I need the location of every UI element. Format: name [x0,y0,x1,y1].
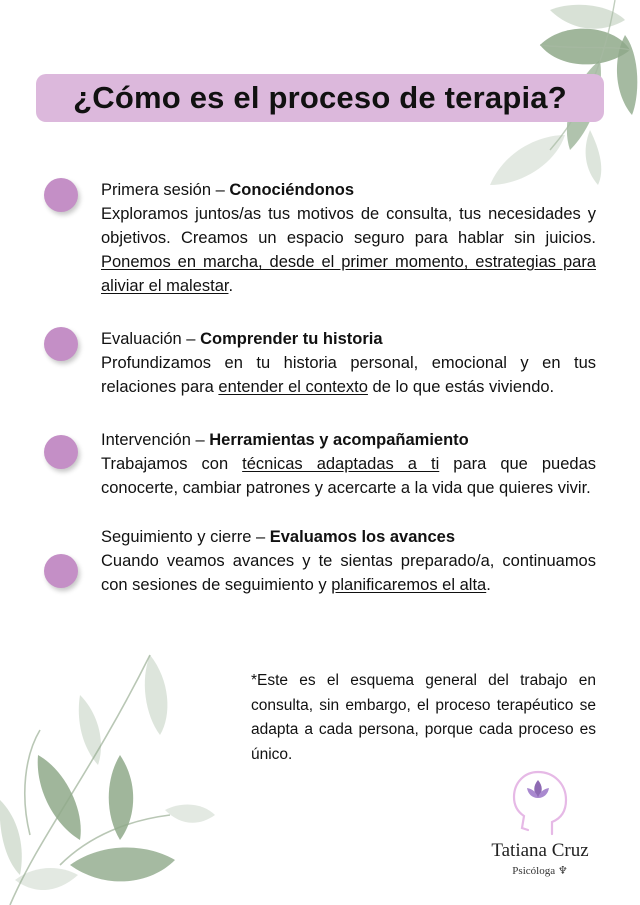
step-text: Profundizamos en tu historia personal, emocional y en tus relaciones para [101,354,596,396]
leaves-bottom-left-icon [0,635,220,905]
page-title: ¿Cómo es el proceso de terapia? [73,80,567,115]
step-heading: Evaluamos los avances [269,528,456,546]
step-head [101,428,596,452]
step-label: Seguimiento y cierre – [101,528,270,546]
bullet-dot [44,178,78,212]
step-text: Exploramos juntos/as tus motivos de consulta, tus necesidades y objetivos. Creamos un espacio seguro para hablar sin juicios. [101,205,596,247]
step-text: Trabajamos con [101,455,243,473]
step-label: Evaluación – [101,330,201,348]
brand-logo [480,768,600,880]
title-banner [36,74,604,122]
head-with-lotus-icon [508,768,572,838]
bullet-dot [44,435,78,469]
bullet-dot [44,554,78,588]
bullet-dot [44,327,78,361]
step-highlight: entender el contexto [218,378,368,396]
step-head [101,525,596,549]
step-highlight: Ponemos en marcha, desde el primer momento, estrategias para aliviar el malestar [101,253,596,295]
step-label: Intervención – [101,431,210,449]
step-head [101,178,596,202]
step-heading: Herramientas y acompañamiento [209,431,469,449]
step-text-end: para que puedas conocerte, cambiar patrones y acercarte a la vida que quieres vivir. [101,455,596,497]
step-heading: Conociéndonos [229,181,355,199]
footnote: *Este es el esquema general del trabajo en consulta, sin embargo, el proceso terapéutico se adapta a cada persona, porque cada proceso es único. [251,672,596,763]
step-head [101,327,596,351]
step-text-end: . [228,277,234,295]
brand-subtitle: Psicóloga ♆ [512,865,568,877]
step-text-end: . [486,576,491,594]
step-heading: Comprender tu historia [200,330,383,348]
step-body [101,327,596,399]
step-body [101,178,596,298]
step-body [101,428,596,500]
step-highlight: técnicas adaptadas a ti [242,455,440,473]
step-text-end: de lo que estás viviendo. [367,378,555,396]
step-text: Cuando veamos avances y te sientas preparado/a, continuamos con sesiones de seguimiento y [101,552,596,594]
step-body [101,525,596,597]
step-label: Primera sesión – [101,181,230,199]
brand-name: Tatiana Cruz [491,840,589,861]
step-highlight: planificaremos el alta [331,576,487,594]
